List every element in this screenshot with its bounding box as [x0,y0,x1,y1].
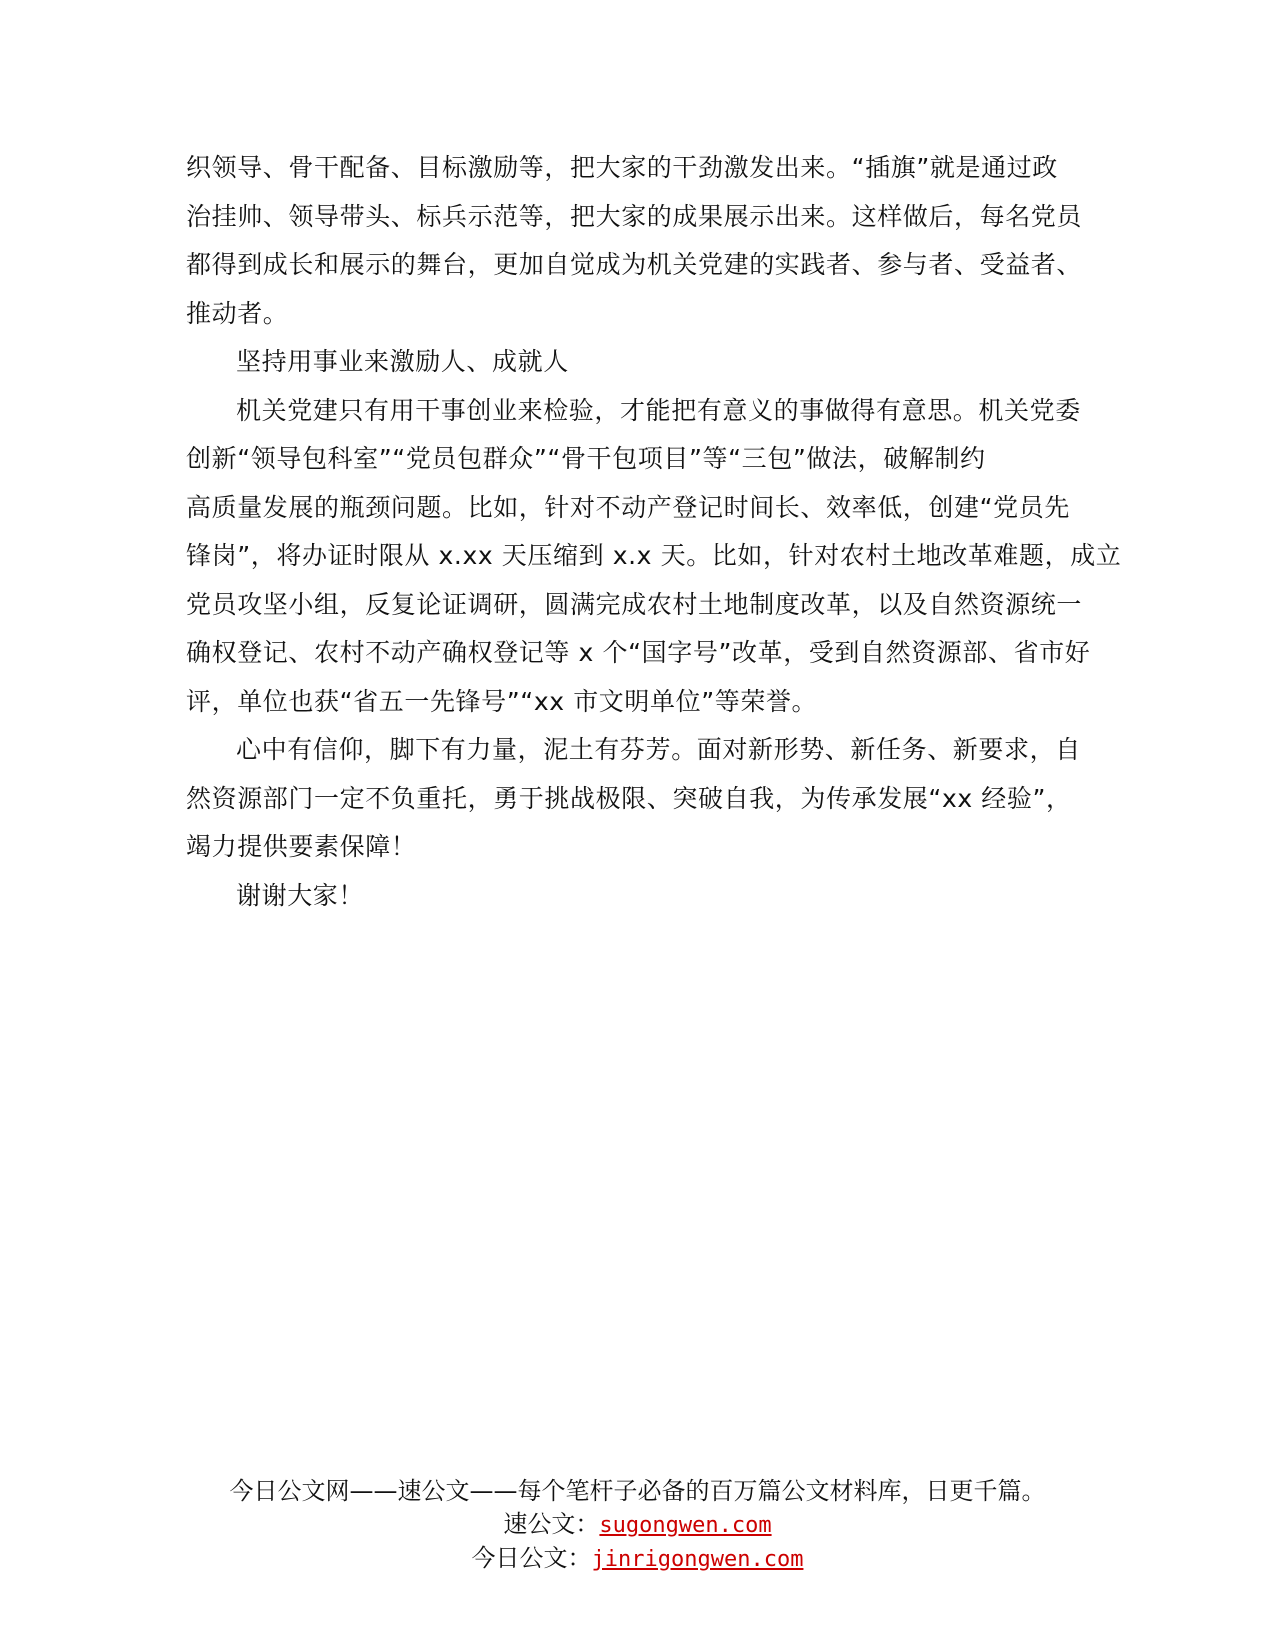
footer-site2 [0,1542,1275,1576]
text-line: 治挂帅、领导带头、标兵示范等，把大家的成果展示出来。这样做后，每名党员 [186,201,1083,231]
text-line: 推动者。 [186,298,289,328]
document-body [186,144,1122,920]
text-line: 评，单位也获“省五一先锋号”“xx 市文明单位”等荣誉。 [186,686,818,716]
text-line: 织领导、骨干配备、目标激励等，把大家的干劲激发出来。“插旗”就是通过政 [186,153,1058,182]
text-line: 锋岗”，将办证时限从 x.xx 天压缩到 x.x 天。比如，针对农村土地改革难题，成立 [186,541,1122,570]
footer-site2-link[interactable]: jinrigongwen.com [591,1547,804,1572]
footer-site2-label: 今日公文： [471,1544,592,1572]
text-line: 高质量发展的瓶颈问题。比如，针对不动产登记时间长、效率低，创建“党员先 [186,492,1070,522]
footer-site1-link[interactable]: sugongwen.com [599,1513,772,1538]
footer-tagline: 今日公文网——速公文——每个笔杆子必备的百万篇公文材料库，日更千篇。 [229,1477,1046,1505]
text-line: 竭力提供要素保障！ [186,832,417,861]
text-line: 然资源部门一定不负重托，勇于挑战极限、突破自我，为传承发展“xx 经验”， [186,783,1072,813]
footer-site1-label: 速公文： [503,1510,600,1538]
page-footer [0,1475,1275,1576]
text-line: 确权登记、农村不动产确权登记等 x 个“国字号”改革，受到自然资源部、省市好 [186,638,1091,667]
text-line: 党员攻坚小组，反复论证调研，圆满完成农村土地制度改革，以及自然资源统一 [186,589,1083,619]
text-line: 创新“领导包科室”“党员包群众”“骨干包项目”等“三包”做法，破解制约 [186,444,986,473]
footer-site1 [0,1508,1275,1542]
text-line: 心中有信仰，脚下有力量，泥土有芬芳。面对新形势、新任务、新要求，自 [236,735,1081,764]
section-heading: 坚持用事业来激励人、成就人 [236,347,569,376]
text-line: 机关党建只有用干事创业来检验，才能把有意义的事做得有意思。机关党委 [236,395,1081,425]
closing-line: 谢谢大家！ [236,880,365,910]
text-line: 都得到成长和展示的舞台，更加自觉成为机关党建的实践者、参与者、受益者、 [186,250,1083,279]
